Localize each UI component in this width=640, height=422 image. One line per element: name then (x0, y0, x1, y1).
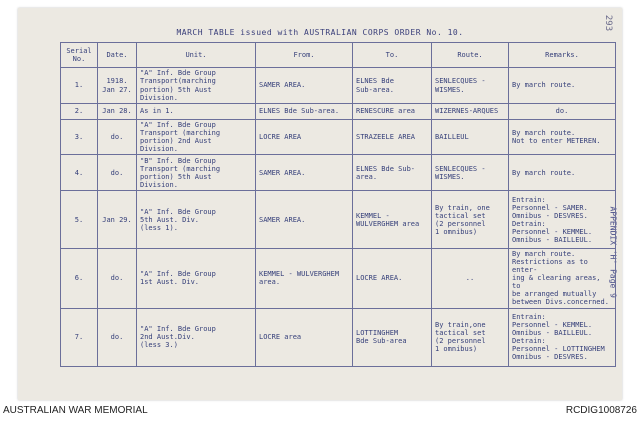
cell-remarks: By march route. Not to enter METEREN. (509, 120, 616, 155)
cell-remarks: Entrain: Personnel - SAMER. Omnibus - DESVRES. Detrain: Personnel - KEMMEL. Omnibus - BAILLEUL. (509, 191, 616, 249)
document-page (18, 8, 622, 400)
cell-to: LOTTINGHEM Bde Sub-area (353, 308, 432, 366)
cell-date: do. (98, 249, 137, 308)
cell-serial: 4. (61, 155, 98, 191)
appendix-stamp: APPENDIX 'H' Page 9 (609, 206, 618, 298)
cell-date: do. (98, 308, 137, 366)
document-title: MARCH TABLE issued with AUSTRALIAN CORPS ORDER No. 10. (176, 28, 464, 37)
footer-record-id: RCDIG1008726 (565, 405, 637, 416)
table-row (61, 308, 616, 366)
cell-to: ELNES Bde Sub- area. (353, 155, 432, 191)
header-unit: Unit. (137, 43, 256, 68)
cell-date: do. (98, 120, 137, 155)
cell-route: BAILLEUL (432, 120, 509, 155)
cell-remarks: By march route. (509, 155, 616, 191)
cell-from: LOCRE area (256, 308, 353, 366)
table-row (61, 104, 616, 120)
cell-serial: 1. (61, 68, 98, 104)
cell-from: SAMER AREA. (256, 68, 353, 104)
cell-from: SAMER AREA. (256, 155, 353, 191)
cell-serial: 6. (61, 249, 98, 308)
cell-route: .. (432, 249, 509, 308)
header-remarks: Remarks. (509, 43, 616, 68)
footer-institution: AUSTRALIAN WAR MEMORIAL (3, 405, 148, 416)
cell-remarks: Entrain: Personnel - KEMMEL. Omnibus - BAILLEUL. Detrain: Personnel - LOTTINGHEM Omnibus - DESVRES. (509, 308, 616, 366)
page-number-stamp: 293 (602, 14, 613, 32)
cell-route: By train,one tactical set (2 personnel 1 omnibus) (432, 308, 509, 366)
cell-route: SENLECQUES - WISMES. (432, 155, 509, 191)
cell-serial: 5. (61, 191, 98, 249)
header-serial: Serial No. (61, 43, 98, 68)
header-date: Date. (98, 43, 137, 68)
cell-date: do. (98, 155, 137, 191)
table-row (61, 68, 616, 104)
header-route: Route. (432, 43, 509, 68)
cell-to: STRAZEELE AREA (353, 120, 432, 155)
cell-unit: "A" Inf. Bde Group 1st Aust. Div. (137, 249, 256, 308)
cell-remarks: do. (509, 104, 616, 120)
cell-unit: As in 1. (137, 104, 256, 120)
march-table (60, 42, 616, 367)
cell-unit: "A" Inf. Bde Group 5th Aust. Div. (less 1). (137, 191, 256, 249)
table-row (61, 155, 616, 191)
cell-to: LOCRE AREA. (353, 249, 432, 308)
cell-from: LOCRE AREA (256, 120, 353, 155)
cell-serial: 2. (61, 104, 98, 120)
cell-unit: "A" Inf. Bde Group 2nd Aust.Div. (less 3.) (137, 308, 256, 366)
table-row (61, 249, 616, 308)
cell-date: Jan 29. (98, 191, 137, 249)
table-row (61, 191, 616, 249)
cell-unit: "A" Inf. Bde Group Transport(marching portion) 5th Aust Division. (137, 68, 256, 104)
cell-unit: "A" Inf. Bde Group Transport (marching portion) 2nd Aust Division. (137, 120, 256, 155)
table-header-row (61, 43, 616, 68)
cell-from: KEMMEL - WULVERGHEM area. (256, 249, 353, 308)
cell-date: 1918. Jan 27. (98, 68, 137, 104)
cell-serial: 7. (61, 308, 98, 366)
cell-route: By train, one tactical set (2 personnel 1 omnibus) (432, 191, 509, 249)
cell-to: KEMMEL - WULVERGHEM area (353, 191, 432, 249)
table-row (61, 120, 616, 155)
cell-date: Jan 28. (98, 104, 137, 120)
header-from: From. (256, 43, 353, 68)
cell-to: RENESCURE area (353, 104, 432, 120)
cell-remarks: By march route. (509, 68, 616, 104)
cell-to: ELNES Bde Sub-area. (353, 68, 432, 104)
header-to: To. (353, 43, 432, 68)
cell-route: WIZERNES-ARQUES (432, 104, 509, 120)
cell-serial: 3. (61, 120, 98, 155)
cell-remarks: By march route. Restrictions as to enter- ing & clearing areas, to be arranged mutually between Divs.concerned. (509, 249, 616, 308)
cell-unit: "B" Inf. Bde Group Transport (marching portion) 5th Aust Division. (137, 155, 256, 191)
cell-from: SAMER AREA. (256, 191, 353, 249)
cell-route: SENLECQUES - WISMES. (432, 68, 509, 104)
cell-from: ELNES Bde Sub-area. (256, 104, 353, 120)
